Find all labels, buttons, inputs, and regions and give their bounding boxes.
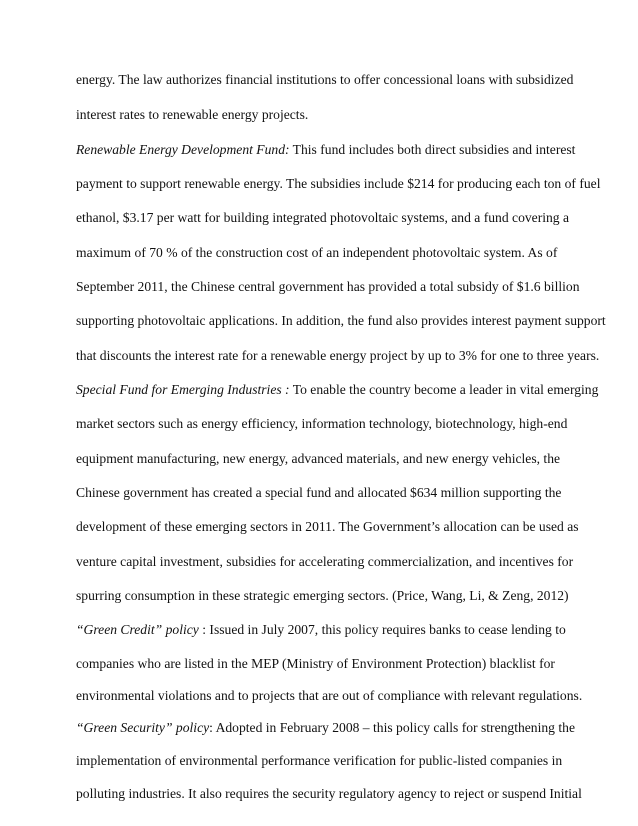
text-line (76, 786, 582, 802)
section-heading-line (76, 382, 598, 398)
line-text: supporting photovoltaic applications. In addition, the fund also provides interest payment support (76, 313, 606, 328)
line-text: that discounts the interest rate for a renewable energy project by up to 3% for one to three years. (76, 348, 600, 363)
text-line (76, 348, 599, 364)
text-line (76, 210, 569, 226)
section-heading-line (76, 142, 575, 158)
line-text: environmental violations and to projects that are out of compliance with relevant regulations. (76, 688, 583, 703)
section-heading: “Green Credit” policy (76, 622, 199, 637)
text-line (76, 588, 569, 604)
line-text: interest rates to renewable energy projects. (76, 107, 309, 122)
line-text: implementation of environmental performance verification for public-listed companies in (76, 753, 563, 768)
section-heading-line (76, 720, 575, 736)
line-text: This fund includes both direct subsidies and interest (289, 142, 576, 157)
line-text: market sectors such as energy efficiency, information technology, biotechnology, high-end (76, 416, 568, 431)
text-line (76, 753, 562, 769)
text-line (76, 688, 582, 704)
line-text: ethanol, $3.17 per watt for building integrated photovoltaic systems, and a fund covering a (76, 210, 570, 225)
text-line (76, 279, 580, 295)
line-text: polluting industries. It also requires the security regulatory agency to reject or suspend Initial (76, 786, 582, 801)
text-line (76, 72, 573, 88)
section-heading: “Green Security” policy (76, 720, 210, 735)
text-line (76, 451, 560, 467)
text-line (76, 313, 606, 329)
text-line (76, 107, 308, 123)
text-line (76, 245, 557, 261)
line-text: companies who are listed in the MEP (Ministry of Environment Protection) blacklist for (76, 656, 555, 671)
text-line (76, 519, 579, 535)
line-text: maximum of 70 % of the construction cost of an independent photovoltaic system. As of (76, 245, 558, 260)
line-text: venture capital investment, subsidies for accelerating commercialization, and incentives for (76, 554, 574, 569)
section-heading-line (76, 622, 566, 638)
section-heading: Special Fund for Emerging Industries : (76, 382, 290, 397)
line-text: energy. The law authorizes financial institutions to offer concessional loans with subsidized (76, 72, 574, 87)
line-text: payment to support renewable energy. The subsidies include $214 for producing each ton of fuel (76, 176, 601, 191)
text-line (76, 485, 561, 501)
line-text: spurring consumption in these strategic emerging sectors. (Price, Wang, Li, & Zeng, 2012) (76, 588, 569, 603)
text-line (76, 416, 567, 432)
line-text: : Issued in July 2007, this policy requires banks to cease lending to (198, 622, 566, 637)
text-line (76, 656, 555, 672)
line-text: Chinese government has created a special fund and allocated $634 million supporting the (76, 485, 562, 500)
line-text: development of these emerging sectors in 2011. The Government’s allocation can be used as (76, 519, 579, 534)
section-heading: Renewable Energy Development Fund: (76, 142, 290, 157)
text-line (76, 176, 600, 192)
line-text: : Adopted in February 2008 – this policy calls for strengthening the (209, 720, 575, 735)
line-text: To enable the country become a leader in vital emerging (289, 382, 599, 397)
line-text: September 2011, the Chinese central government has provided a total subsidy of $1.6 billion (76, 279, 580, 294)
text-line (76, 554, 573, 570)
line-text: equipment manufacturing, new energy, advanced materials, and new energy vehicles, the (76, 451, 561, 466)
